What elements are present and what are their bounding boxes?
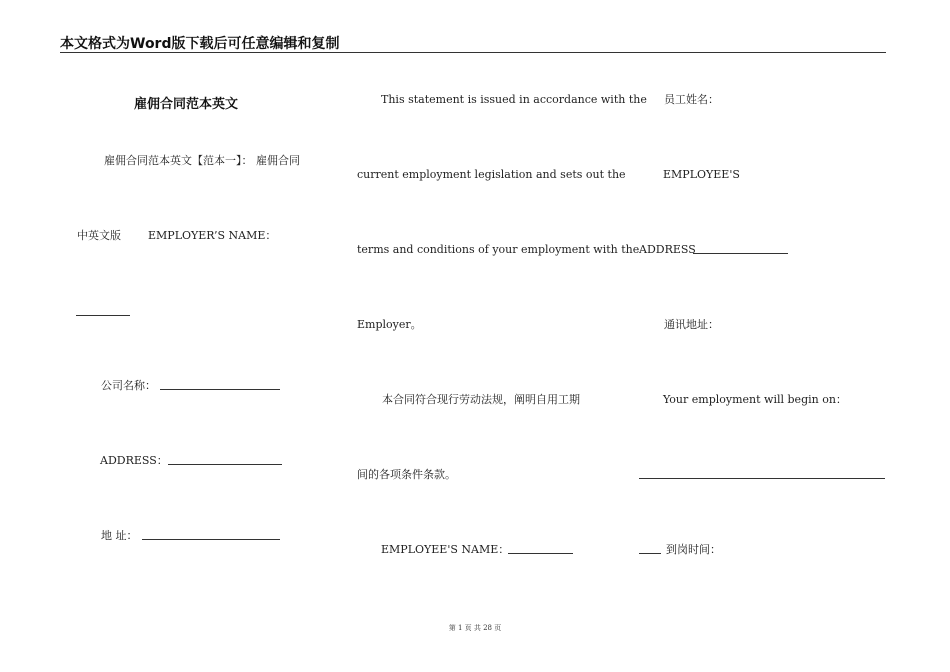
address-cn-blank <box>142 539 280 540</box>
employer-name-label: EMPLOYER’S NAME： <box>148 229 277 242</box>
contact-address-label: 通讯地址： <box>664 318 719 331</box>
begin-date-label: Your employment will begin on： <box>663 393 847 406</box>
paragraph-line: terms and conditions of your employment with the <box>357 243 640 256</box>
paragraph-line: Employer。 <box>357 318 422 331</box>
intro-text-cn: 中英文版 <box>77 229 121 242</box>
employee-name-cn-label: 员工姓名： <box>664 93 719 106</box>
employee-name-blank <box>508 553 573 554</box>
company-name-blank <box>160 389 280 390</box>
begin-date-blank <box>639 478 885 479</box>
header-title: 本文格式为Word版下载后可任意编辑和复制 <box>60 36 340 52</box>
paragraph-line-cn: 间的各项条件条款。 <box>357 468 456 481</box>
arrival-time-label: 到岗时间： <box>666 543 721 556</box>
address-cn-label: 地 址： <box>101 529 138 542</box>
paragraph-line: This statement is issued in accordance with the <box>381 93 647 106</box>
address-blank <box>168 464 282 465</box>
employee-name-label: EMPLOYEE'S NAME： <box>381 543 510 556</box>
company-name-label: 公司名称： <box>101 379 156 392</box>
address-label: ADDRESS： <box>100 454 168 467</box>
paragraph-line: current employment legislation and sets out the <box>357 168 626 181</box>
document-title: 雇佣合同范本英文 <box>134 97 239 112</box>
arrival-time-blank <box>639 553 661 554</box>
employee-address-label: ADDRESS <box>639 243 696 256</box>
header-rule <box>60 52 886 53</box>
employee-s-label: EMPLOYEE'S <box>663 168 740 181</box>
paragraph-line-cn: 本合同符合现行劳动法规，阐明自用工期 <box>382 393 580 406</box>
page-footer: 第 1 页 共 28 页 <box>448 624 502 632</box>
employee-address-blank <box>693 253 788 254</box>
intro-text: 雇佣合同范本英文【范本一】： 雇佣合同 <box>104 154 300 167</box>
employer-name-blank <box>76 315 130 316</box>
